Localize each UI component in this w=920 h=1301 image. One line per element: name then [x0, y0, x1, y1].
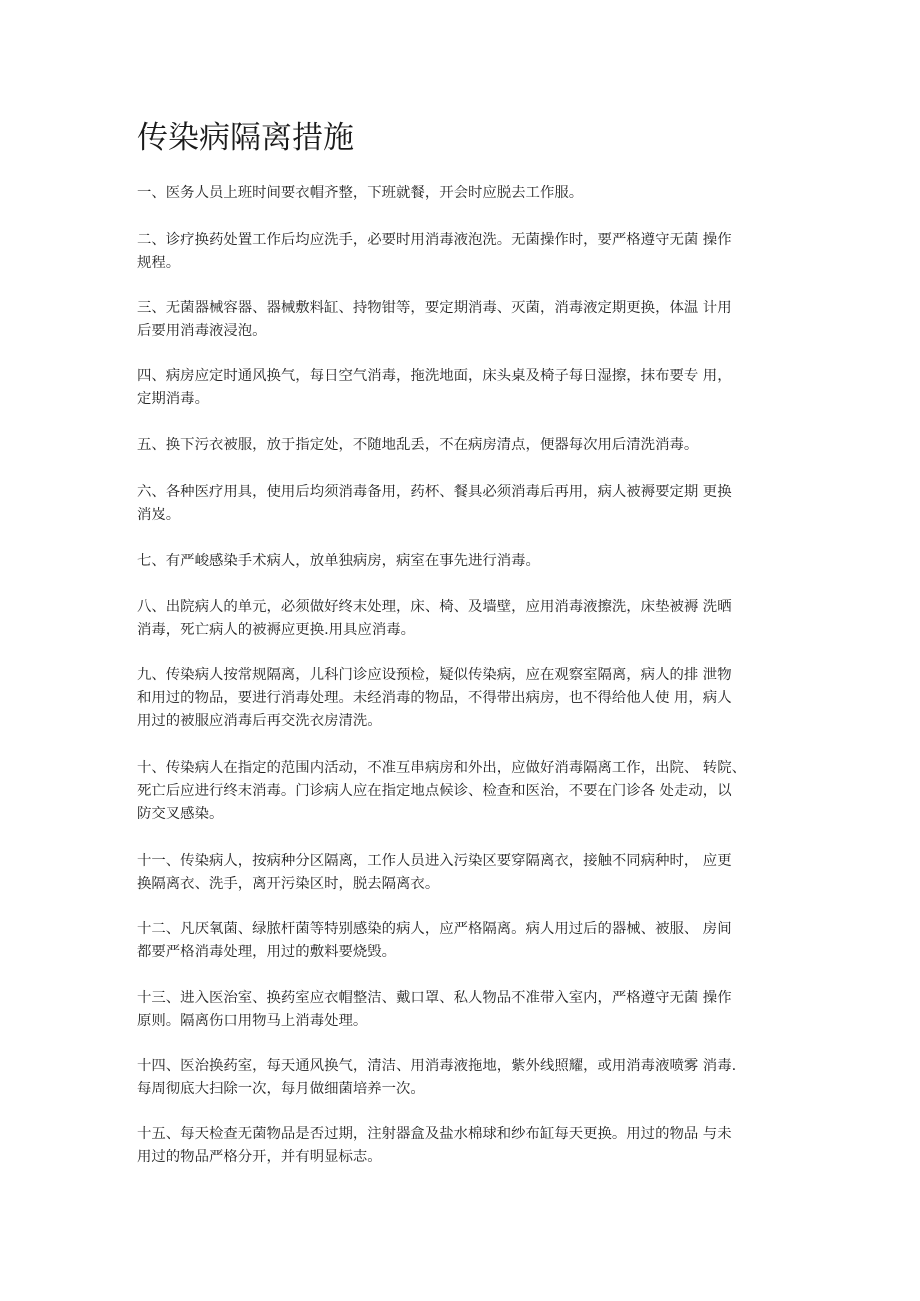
paragraph-line: 十五、每天检查无菌物品是否过期，注射器盒及盐水棉球和纱布缸每天更换。用过的物品 与未 — [137, 1126, 732, 1142]
paragraph-line: 和用过的物品，要进行消毒处理。未经消毒的物品，不得带出病房，也不得给他人使 用，病人 — [137, 690, 732, 706]
paragraph-line: 六、各种医疗用具，使用后均须消毒备用，药杯、餐具必须消毒后再用，病人被褥要定期 更换 — [137, 484, 732, 500]
paragraph-11 — [137, 850, 793, 896]
paragraph-line: 消岌。 — [137, 507, 181, 523]
paragraph-line: 定期消毒。 — [137, 391, 209, 407]
paragraph-10 — [137, 757, 793, 826]
paragraph-line: 都要严格消毒处理，用过的敷料要烧毁。 — [137, 944, 397, 960]
paragraph-line: 十四、医治换药室，每天通风换气，清洁、用消毒液拖地，紫外线照耀，或用消毒液喷雾 消毒. — [137, 1058, 737, 1074]
paragraph-1 — [137, 182, 793, 205]
paragraph-line: 八、出院病人的单元，必须做好终末处理，床、椅、及墙壁，应用消毒液擦洗，床垫被褥 洗晒 — [137, 599, 732, 615]
paragraph-line: 每周彻底大扫除一次，每月做细菌培养一次。 — [137, 1081, 425, 1097]
paragraph-14 — [137, 1055, 793, 1101]
paragraph-line: 四、病房应定时通风换气，每日空气消毒，拖洗地面，床头桌及椅子每日湿擦，抹布要专 用， — [137, 368, 732, 384]
paragraph-line: 十一、传染病人，按病种分区隔离，工作人员进入污染区要穿隔离衣，接触不同病种时， 应更 — [137, 853, 732, 869]
paragraph-7 — [137, 550, 793, 573]
paragraph-13 — [137, 987, 793, 1033]
paragraph-4 — [137, 365, 793, 411]
paragraph-8 — [137, 596, 793, 642]
paragraph-line: 五、换下污衣被服，放于指定处，不随地乱丢，不在病房清点，便器每次用后清洗消毒。 — [137, 437, 699, 453]
paragraph-line: 七、有严峻感染手术病人，放单独病房，病室在事先进行消毒。 — [137, 553, 540, 569]
paragraph-3 — [137, 297, 793, 343]
paragraph-line: 消毒，死亡病人的被褥应更换.用具应消毒。 — [137, 622, 415, 638]
paragraph-line: 一、医务人员上班时间要衣帽齐整，下班就餐，开会时应脱去工作服。 — [137, 185, 584, 201]
paragraph-6 — [137, 481, 793, 527]
paragraph-line: 三、无菌器械容器、器械敷料缸、持物钳等，要定期消毒、灭菌，消毒液定期更换，体温 计用 — [137, 300, 732, 316]
paragraph-line: 十、传染病人在指定的范围内活动，不准互串病房和外出，应做好消毒隔离工作，出院、 转院、 — [137, 760, 746, 776]
paragraph-2 — [137, 229, 793, 275]
page-title: 传染病隔离措施 — [137, 120, 354, 156]
paragraph-15 — [137, 1123, 793, 1169]
paragraph-line: 换隔离衣、洗手，离开污染区时，脱去隔离衣。 — [137, 876, 440, 892]
paragraph-12 — [137, 918, 793, 964]
paragraph-line: 十二、凡厌氧菌、绿脓杆菌等特别感染的病人，应严格隔离。病人用过后的器械、被服、 房间 — [137, 921, 732, 937]
paragraph-9 — [137, 664, 793, 733]
paragraph-line: 后要用消毒液浸泡。 — [137, 323, 267, 339]
paragraph-line: 死亡后应进行终末消毒。门诊病人应在指定地点候诊、检查和医治，不要在门诊各 处走动，以 — [137, 783, 732, 799]
paragraph-5 — [137, 434, 793, 457]
paragraph-line: 用过的被服应消毒后再交洗衣房清洗。 — [137, 713, 382, 729]
paragraph-line: 十三、进入医治室、换药室应衣帽整洁、戴口罩、私人物品不准带入室内，严格遵守无菌 操作 — [137, 990, 732, 1006]
paragraph-line: 用过的物品严格分开，并有明显标志。 — [137, 1149, 382, 1165]
paragraph-line: 防交叉感染。 — [137, 806, 224, 822]
paragraph-line: 二、诊疗换药处置工作后均应洗手，必要时用消毒液泡洗。无菌操作时，要严格遵守无菌 操作 — [137, 232, 732, 248]
paragraph-line: 九、传染病人按常规隔离，儿科门诊应设预检，疑似传染病，应在观察室隔离，病人的排 泄物 — [137, 667, 732, 683]
paragraph-line: 规程。 — [137, 255, 181, 271]
paragraph-line: 原则。隔离伤口用物马上消毒处理。 — [137, 1013, 368, 1029]
